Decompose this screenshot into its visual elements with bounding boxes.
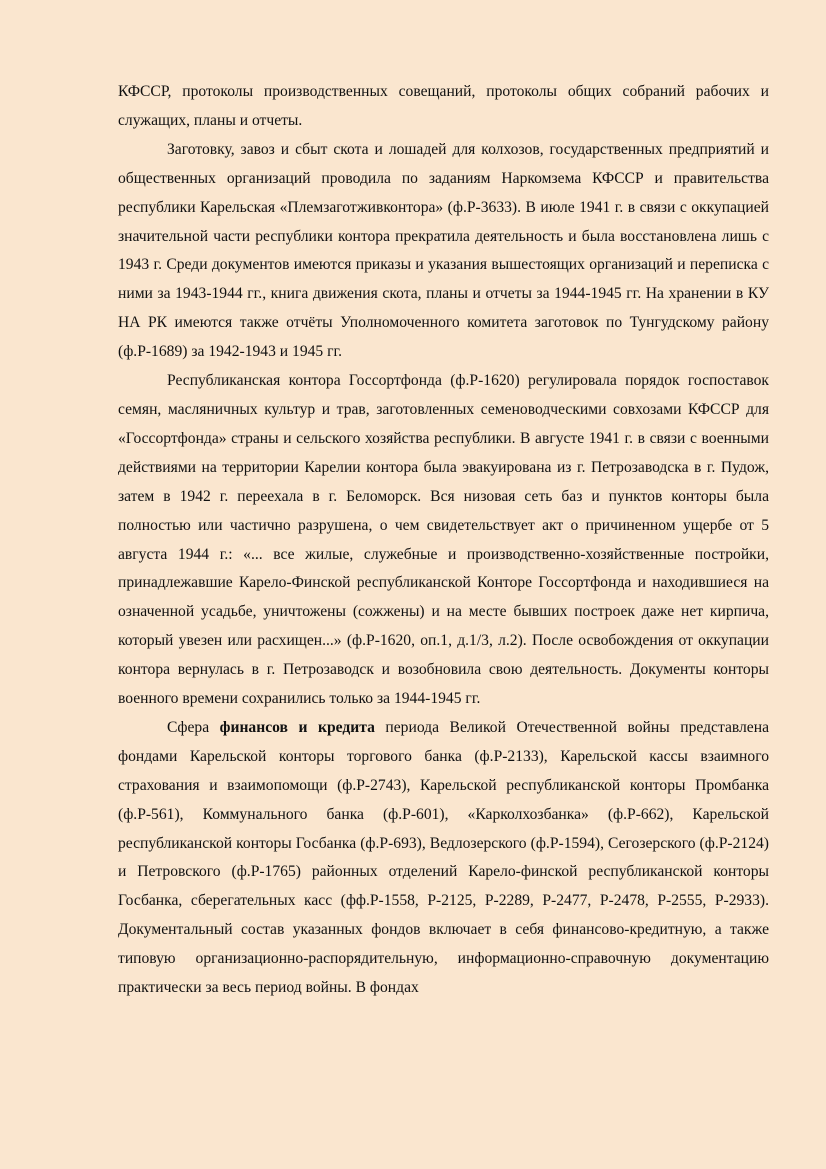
paragraph-1: КФССР, протоколы производственных совещаний, протоколы общих собраний рабочих и служащих, планы и отчеты.	[118, 83, 769, 129]
paragraph-3: Республиканская контора Госсортфонда (ф.Р-1620) регулировала порядок госпоставок семян, масляничных культур и трав, заготовленных семеноводческими совхозами КФССР для «Госсортфонда» страны и сельского хозяйства республики. В августе 1941 г. в связи с военными действиями на территории Карелии контора была эвакуирована из г. Петрозаводска в г. Пудож, затем в 1942 г. переехала в г. Беломорск. Вся низовая сеть баз и пунктов конторы была полностью или частично разрушена, о чем свидетельствует акт о причиненном ущербе от 5 августа 1944 г.: «... все жилые, служебные и производственно-хозяйственные постройки, принадлежавшие Карело-Финской республиканской Конторе Госсортфонда и находившиеся на означенной усадьбе, уничтожены (сожжены) и на месте бывших построек даже нет кирпича, который увезен или расхищен...» (ф.Р-1620, оп.1, д.1/3, л.2). После освобождения от оккупации контора вернулась в г. Петрозаводск и возобновила свою деятельность. Документы конторы военного времени сохранились только за 1944-1945 гг.	[118, 372, 769, 708]
paragraph-2: Заготовку, завоз и сбыт скота и лошадей для колхозов, государственных предприятий и общественных организаций проводила по заданиям Наркомзема КФССР и правительства республики Карельская «Племзаготживконтора» (ф.Р-3633). В июле 1941 г. в связи с оккупацией значительной части республики контора прекратила деятельность и была восстановлена лишь с 1943 г. Среди документов имеются приказы и указания вышестоящих организаций и переписка с ними за 1943-1944 гг., книга движения скота, планы и отчеты за 1944-1945 гг. На хранении в КУ НА РК имеются также отчёты Уполномоченного комитета заготовок по Тунгудскому району (ф.Р-1689) за 1942-1943 и 1945 гг.	[118, 140, 769, 361]
document-page	[118, 78, 769, 1003]
paragraph-4-lead: Сфера	[167, 718, 220, 736]
paragraph-4-body: периода Великой Отечественной войны представлена фондами Карельской конторы торгового банка (ф.Р-2133), Карельской кассы взаимного страхования и взаимопомощи (ф.Р-2743), Карельской республиканской конторы Промбанка (ф.Р-561), Коммунального банка (ф.Р-601), «Карколхозбанка» (ф.Р-662), Карельской республиканской конторы Госбанка (ф.Р-693), Ведлозерского (ф.Р-1594), Сегозерского (ф.Р-2124) и Петровского (ф.Р-1765) районных отделений Карело-финской республиканской конторы Госбанка, сберегательных касс (фф.Р-1558, Р-2125, Р-2289, Р-2477, Р-2478, Р-2555, Р-2933). Документальный состав указанных фондов включает в себя финансово-кредитную, а также типовую организационно-распорядительную, информационно-справочную документацию практически за весь период войны. В фондах	[118, 718, 769, 997]
paragraph-4	[118, 714, 769, 1003]
paragraph-4-emphasis: финансов и кредита	[219, 718, 375, 736]
